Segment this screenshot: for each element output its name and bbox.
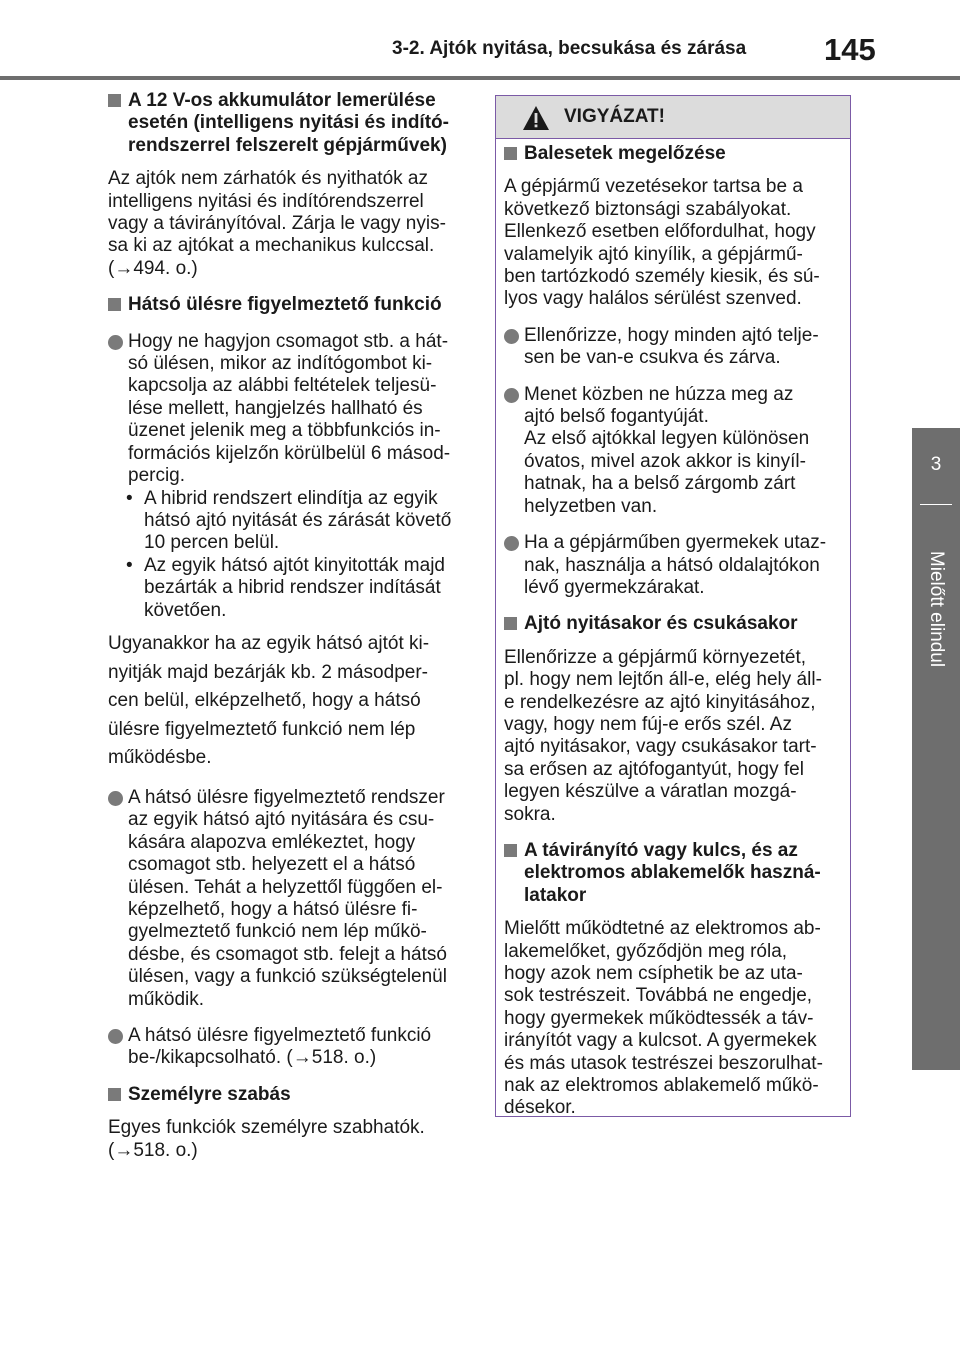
text-line: nak az elektromos ablakemelő műkö- <box>504 1075 819 1097</box>
section-title: Balesetek megelőzése <box>524 143 726 164</box>
round-bullet-icon <box>108 791 123 806</box>
text-line: Ha a gépjárműben gyermekek utaz- <box>524 532 827 554</box>
text-line: 10 percen belül. <box>144 532 280 554</box>
warning-triangle-icon <box>522 105 550 131</box>
caution-box <box>495 95 851 1117</box>
text-line: kapcsolja az alábbi feltételek teljesü- <box>128 375 437 397</box>
text-line: Egyes funkciók személyre szabhatók. <box>108 1117 425 1139</box>
section-title: Ajtó nyitásakor és csukásakor <box>524 613 798 635</box>
square-bullet-icon <box>504 617 517 630</box>
text-line: következő biztonsági szabályokat. <box>504 198 792 220</box>
windows-text <box>504 918 840 1120</box>
text-line: lakemelőket, győződjön meg róla, <box>504 940 788 962</box>
text-line: és más utasok testrészei beszorulhat- <box>504 1052 823 1074</box>
dot-bullet-icon: • <box>126 554 133 576</box>
text-line: A távirányító vagy kulcs, és az <box>524 839 798 861</box>
text-line: rendszerrel felszerelt gépjárművek) <box>128 134 447 156</box>
text-line: ajtó nyitásakor, vagy csukásakor tart- <box>504 736 817 758</box>
text-line: Ellenőrizze a gépjármű környezetét, <box>504 646 807 668</box>
customization-text <box>108 1117 470 1162</box>
text-line: az egyik hátsó ajtó nyitására és csu- <box>128 809 435 831</box>
text-line: (→494. o.) <box>108 257 198 279</box>
round-bullet-icon <box>504 329 519 344</box>
bullet-item <box>504 325 840 370</box>
text-line: e rendelkezésre az ajtó kinyitásához, <box>504 691 816 713</box>
text-line: cen belül, elképzelhető, hogy a hátsó <box>108 690 421 712</box>
text-line: ajtó belső fogantyúját. <box>524 406 709 428</box>
text-line: Hogy ne hagyjon csomagot stb. a hát- <box>128 330 449 352</box>
doors-text <box>504 647 840 826</box>
text-line: Az ajtók nem zárhatók és nyithatók az <box>108 168 428 190</box>
caution-heading-accidents <box>504 143 840 165</box>
text-line: elektromos ablakemelők haszná- <box>524 862 821 884</box>
battery-text <box>108 168 470 280</box>
text-line: követően. <box>144 599 227 621</box>
text-line: bezárták a hibrid rendszer indítását <box>144 577 441 599</box>
caution-heading-doors <box>504 613 840 635</box>
section-heading-battery <box>108 90 470 157</box>
text-line: képzelhető, hogy a hátsó ülésre fi- <box>128 898 418 920</box>
text-line: működik. <box>128 988 205 1010</box>
text-line: lyos vagy halálos sérülést szenved. <box>504 288 802 310</box>
caution-body <box>504 143 840 1120</box>
text-line: A 12 V-os akkumulátor lemerülése <box>128 90 436 111</box>
round-bullet-icon <box>504 536 519 551</box>
text-line: A gépjármű vezetésekor tartsa be a <box>504 176 803 198</box>
text-line: percig. <box>128 465 186 487</box>
text-line: désbe, és csomagot stb. felejt a hátsó <box>128 943 447 965</box>
bullet-item <box>108 1025 470 1070</box>
caution-heading-windows <box>504 840 840 907</box>
text-line: A hátsó ülésre figyelmeztető rendszer <box>128 786 445 808</box>
text-line: Ellenőrizze, hogy minden ajtó telje- <box>524 324 819 346</box>
caution-header <box>496 96 850 139</box>
square-bullet-icon <box>108 298 121 311</box>
text-line: formációs kijelzőn körülbelül 6 másod- <box>128 442 451 464</box>
text-line: pl. hogy nem lejtőn áll-e, elég hely áll- <box>504 669 822 691</box>
section-heading-rear-seat <box>108 294 470 316</box>
section-title: Személyre szabás <box>128 1083 291 1105</box>
text-line: (→518. o.) <box>108 1139 198 1161</box>
chapter-number: 3 <box>930 454 942 475</box>
text-line: Mielőtt működtetné az elektromos ab- <box>504 918 821 940</box>
text-line: Menet közben ne húzza meg az <box>524 383 794 405</box>
text-line: nyitják majd bezárják kb. 2 másodper- <box>108 661 428 683</box>
text-line: Az egyik hátsó ajtót kinyitották majd <box>144 554 445 576</box>
chapter-tab-divider <box>920 504 952 505</box>
accidents-text <box>504 176 840 310</box>
text-line: sa erősen az ajtófogantyút, hogy fel <box>504 758 804 780</box>
text-line: vagy a távirányítóval. Zárja le vagy nyis- <box>108 213 446 235</box>
text-line: esetén (intelligens nyitási és indító- <box>128 112 449 134</box>
bullet-item <box>504 532 840 599</box>
text-line: üzenet jelenik meg a többfunkciós in- <box>128 420 441 442</box>
square-bullet-icon <box>504 844 517 857</box>
square-bullet-icon <box>504 147 517 160</box>
bullet-item <box>108 787 470 1011</box>
text-line: csomagot stb. helyezett el a hátsó <box>128 854 416 876</box>
sub-bullet-item <box>108 488 470 555</box>
rear-seat-note <box>108 630 470 773</box>
text-line: helyzetben van. <box>524 495 658 517</box>
bullet-item <box>504 384 840 518</box>
text-line: sa ki az ajtókat a mechanikus kulccsal. <box>108 235 435 257</box>
text-line: valamelyik ajtó kinyílik, a gépjármű- <box>504 243 803 265</box>
text-line: lévő gyermekzárakat. <box>524 576 705 598</box>
round-bullet-icon <box>504 388 519 403</box>
text-line: intelligens nyitási és indítórendszerrel <box>108 190 424 212</box>
text-line: gyelmeztető funkció nem lép műkö- <box>128 921 427 943</box>
chapter-label: Mielőtt elindul <box>926 550 947 668</box>
header-rule <box>0 76 960 80</box>
text-line: ben tartózkodó személy kiesik, és sú- <box>504 266 820 288</box>
text-line: ülésen. Tehát a helyzettől függően el- <box>128 876 443 898</box>
square-bullet-icon <box>108 1088 121 1101</box>
text-line: latakor <box>524 884 587 906</box>
text-line: ülésre figyelmeztető funkció nem lép <box>108 718 416 740</box>
sub-bullet-item <box>108 555 470 622</box>
text-line: vagy, hogy nem fúj-e erős szél. Az <box>504 713 792 735</box>
chapter-tab <box>912 428 960 1070</box>
left-column <box>108 90 470 1162</box>
text-line: legyen készülve a váratlan mozgá- <box>504 781 797 803</box>
running-header-title: 3-2. Ajtók nyitása, becsukása és zárása <box>392 38 747 59</box>
round-bullet-icon <box>108 1029 123 1044</box>
section-title: Hátsó ülésre figyelmeztető funkció <box>128 294 442 316</box>
text-line: Az első ajtókkal legyen különösen <box>524 428 810 450</box>
caution-title: VIGYÁZAT! <box>564 106 665 127</box>
text-line: Ugyanakkor ha az egyik hátsó ajtót ki- <box>108 632 430 654</box>
text-line: Ellenkező esetben előfordulhat, hogy <box>504 221 816 243</box>
text-line: hátsó ajtó nyitását és zárását követő <box>144 509 452 531</box>
text-line: hogy gyermekek működtessék a táv- <box>504 1007 814 1029</box>
text-line: irányítót vagy a kulcsot. A gyermekek <box>504 1030 817 1052</box>
text-line: hatnak, ha a belső zárgomb zárt <box>524 473 796 495</box>
text-line: désekor. <box>504 1097 576 1119</box>
text-line: sen be van-e csukva és zárva. <box>524 347 781 369</box>
section-heading-customization <box>108 1084 470 1106</box>
text-line: kására alapozva emlékeztet, hogy <box>128 831 416 853</box>
round-bullet-icon <box>108 335 123 350</box>
text-line: nak, használja a hátsó oldalajtókon <box>524 554 820 576</box>
text-line: sokra. <box>504 803 556 825</box>
text-line: óvatos, mivel azok akkor is kinyíl- <box>524 450 806 472</box>
text-line: só ülésen, mikor az indítógombot ki- <box>128 353 433 375</box>
dot-bullet-icon: • <box>126 487 133 509</box>
square-bullet-icon <box>108 94 121 107</box>
text-line: sok testrészeit. Továbbá ne engedje, <box>504 985 813 1007</box>
bullet-item <box>108 331 470 488</box>
text-line: hogy azok nem csíphetik be az uta- <box>504 963 803 984</box>
text-line: működésbe. <box>108 747 212 769</box>
page-number: 145 <box>824 32 876 67</box>
text-line: ülésen, vagy a funkció szükségtelenül <box>128 966 447 988</box>
text-line: be-/kikapcsolható. (→518. o.) <box>128 1047 377 1069</box>
text-line: A hibrid rendszert elindítja az egyik <box>144 487 438 509</box>
text-line: A hátsó ülésre figyelmeztető funkció <box>128 1024 432 1046</box>
text-line: lése mellett, hangjelzés hallható és <box>128 397 423 419</box>
